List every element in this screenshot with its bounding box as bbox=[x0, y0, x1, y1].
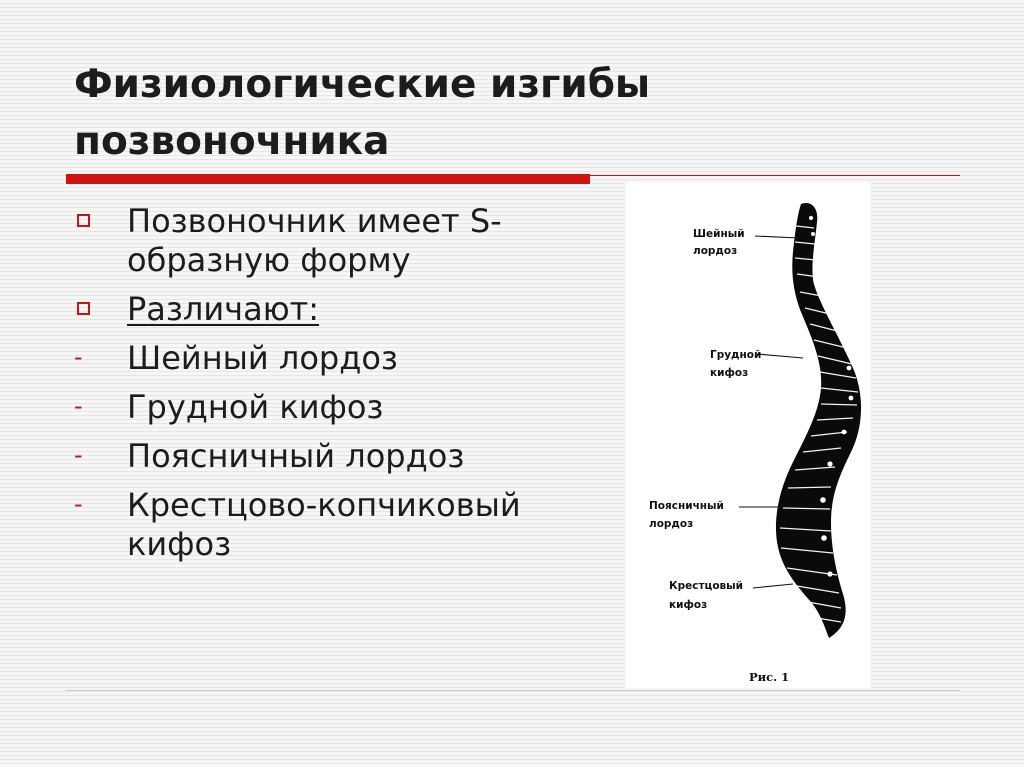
sacral-label-line2: кифоз bbox=[669, 599, 708, 611]
dash-bullet-icon: - bbox=[74, 392, 83, 420]
square-bullet-icon bbox=[77, 302, 90, 315]
lumbar-label-line1: Поясничный bbox=[649, 500, 724, 512]
bullet-item bbox=[74, 290, 594, 329]
sub-item-text: Шейный лордоз bbox=[127, 339, 398, 377]
thoracic-label-line1: Грудной bbox=[710, 349, 762, 361]
title-underline-thin bbox=[590, 175, 960, 176]
sub-list-item bbox=[74, 437, 594, 476]
square-bullet-icon bbox=[77, 214, 90, 227]
bullet-text: Различают: bbox=[127, 290, 320, 328]
lumbar-label-line2: лордоз bbox=[649, 518, 694, 530]
sub-list-item bbox=[74, 486, 594, 564]
sub-item-text: Крестцово-копчиковый кифоз bbox=[127, 486, 521, 563]
dash-bullet-icon: - bbox=[74, 343, 83, 371]
cervical-label-line2: лордоз bbox=[693, 245, 738, 257]
sub-item-text: Поясничный лордоз bbox=[127, 437, 465, 475]
content-list bbox=[74, 202, 594, 574]
bullet-text: Позвоночник имеет S-образную форму bbox=[127, 202, 502, 279]
sacral-label-line1: Крестцовый bbox=[669, 580, 744, 592]
bullet-item bbox=[74, 202, 594, 280]
dash-bullet-icon: - bbox=[74, 490, 83, 518]
slide-title: Физиологические изгибы позвоночника bbox=[74, 62, 651, 164]
cervical-label-line1: Шейный bbox=[693, 228, 745, 240]
sub-list-item bbox=[74, 388, 594, 427]
dash-bullet-icon: - bbox=[74, 441, 83, 469]
sub-list-item bbox=[74, 339, 594, 378]
thoracic-label-line2: кифоз bbox=[710, 367, 749, 379]
title-underline-accent bbox=[66, 174, 590, 184]
spine-figure bbox=[625, 182, 871, 688]
spine-illustration bbox=[625, 182, 871, 688]
footer-divider bbox=[66, 690, 960, 691]
figure-caption: Рис. 1 bbox=[749, 670, 790, 684]
spine-column-icon bbox=[776, 203, 861, 638]
sub-item-text: Грудной кифоз bbox=[127, 388, 384, 426]
